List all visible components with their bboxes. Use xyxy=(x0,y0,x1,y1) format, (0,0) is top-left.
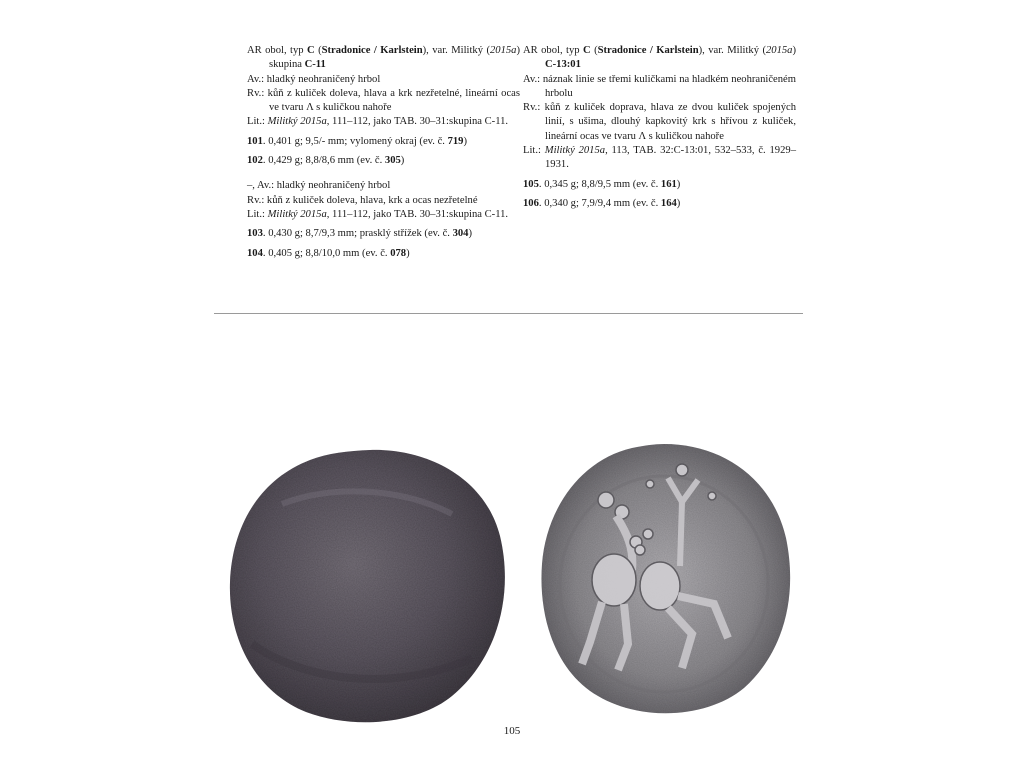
specimen-line: 104. 0,405 g; 8,8/10,0 mm (ev. č. 078) xyxy=(247,247,410,259)
specimen-line: 101. 0,401 g; 9,5/- mm; vylomený okraj (ev. č. 719) xyxy=(247,135,467,147)
specimen-line: 103. 0,430 g; 8,7/9,3 mm; prasklý střížek (ev. č. 304) xyxy=(247,228,472,240)
catalog-column-right xyxy=(523,44,796,211)
field-pellet xyxy=(708,492,716,500)
obverse-description: Av.: náznak linie se třemi kuličkami na hladkém neohraničeném hrbolu xyxy=(523,73,796,99)
tail-pellet xyxy=(676,464,688,476)
horse-head-pellet xyxy=(598,492,614,508)
entry-heading: AR obol, typ C (Stradonice / Karlstein), var. Militký (2015a) C-13:01 xyxy=(523,45,796,71)
reverse-description: Rv.: kůň z kuliček doleva, hlava, krk a ocas nezřetelné xyxy=(247,194,478,206)
field-pellet xyxy=(646,480,654,488)
catalog-column-left xyxy=(247,44,520,261)
literature-reference: Lit.: Militký 2015a, 111–112, jako TAB. 30–31:skupina C-11. xyxy=(247,208,509,220)
obverse-description: –, Av.: hladký neohraničený hrbol xyxy=(247,180,391,192)
page-number: 105 xyxy=(503,725,521,737)
literature-reference: Lit.: Militký 2015a, 111–112, jako TAB. 30–31:skupina C-11. xyxy=(247,116,509,128)
obverse-description: Av.: hladký neohraničený hrbol xyxy=(247,73,381,85)
specimen-line: 105. 0,345 g; 8,8/9,5 mm (ev. č. 161) xyxy=(523,178,681,190)
coin-reverse-photo xyxy=(532,438,798,720)
horse-body-pellet xyxy=(640,562,680,610)
coin-obverse-photo xyxy=(222,444,512,728)
reverse-description: Rv.: kůň z kuliček doprava, hlava ze dvou kuliček spojených linií, s ušima, dlouhý kapkovitý krk s hřívou z kuliček, lineární ocas ve tvaru Λ s kuličkou nahoře xyxy=(523,102,796,142)
reverse-description: Rv.: kůň z kuliček doleva, hlava a krk nezřetelné, lineární ocas ve tvaru Λ s kuličkou nahoře xyxy=(247,87,520,114)
mane-pellet xyxy=(643,529,653,539)
specimen-line: 102. 0,429 g; 8,8/8,6 mm (ev. č. 305) xyxy=(247,155,405,167)
specimen-line: 106. 0,340 g; 7,9/9,4 mm (ev. č. 164) xyxy=(523,197,681,209)
field-pellet xyxy=(635,545,645,555)
section-divider xyxy=(214,313,803,314)
horse-body-pellet xyxy=(592,554,636,606)
literature-reference: Lit.: Militký 2015a, 113, TAB. 32:C-13:01, 532–533, č. 1929–1931. xyxy=(523,145,796,171)
entry-heading: AR obol, typ C (Stradonice / Karlstein), var. Militký (2015a) skupina C-11 xyxy=(247,45,520,71)
